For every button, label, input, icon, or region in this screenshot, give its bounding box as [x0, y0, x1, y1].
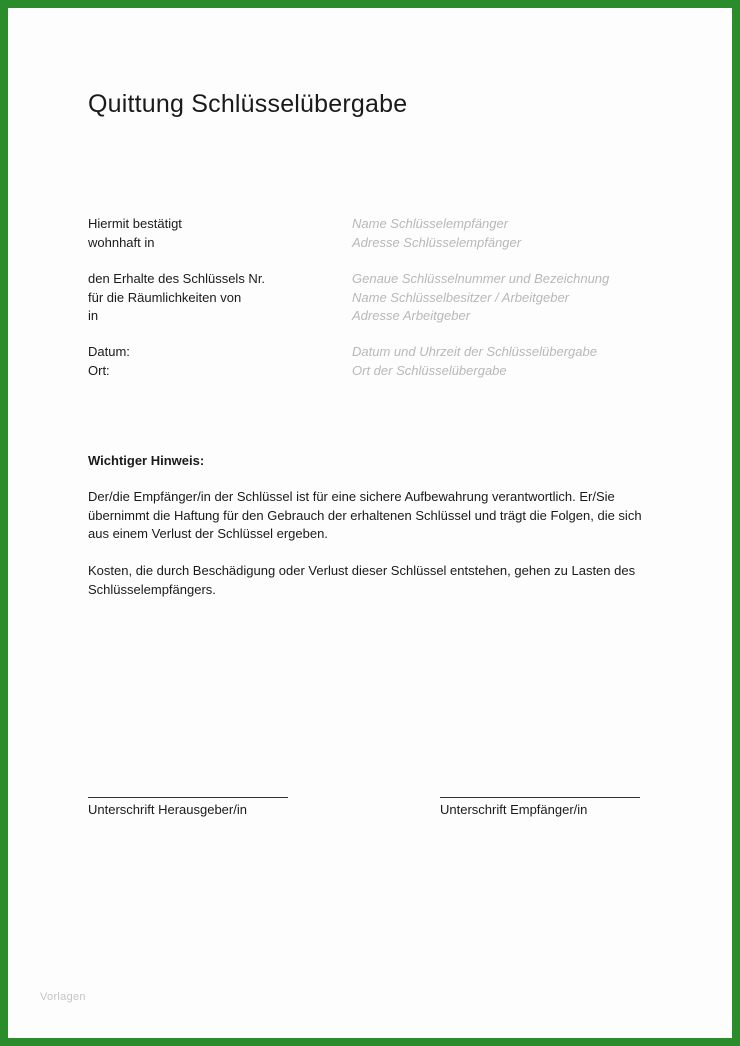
notice-paragraph-costs: Kosten, die durch Beschädigung oder Verlust dieser Schlüssel entstehen, gehen zu Lasten des Schlüsselempfängers.: [88, 563, 636, 597]
field-row-owner-name: [88, 289, 648, 307]
field-row-recipient-name: [88, 215, 648, 233]
field-value-placeholder[interactable]: Datum und Uhrzeit der Schlüsselübergabe: [352, 344, 597, 359]
signature-block-recipient: [440, 784, 650, 819]
field-value-placeholder[interactable]: Genaue Schlüsselnummer und Bezeichnung: [352, 271, 610, 286]
signature-block-issuer: [88, 784, 298, 819]
notice-heading: Wichtiger Hinweis:: [88, 453, 205, 468]
field-row-place: [88, 362, 648, 380]
signature-label: Unterschrift Empfänger/in: [440, 802, 588, 817]
field-label: in: [88, 308, 99, 323]
field-value-placeholder[interactable]: Name Schlüsselempfänger: [352, 216, 509, 231]
field-row-key-number: [88, 270, 648, 288]
field-row-recipient-address: [88, 234, 648, 252]
field-row-owner-address: [88, 307, 648, 325]
field-label: den Erhalte des Schlüssels Nr.: [88, 271, 266, 286]
field-label: Ort:: [88, 363, 110, 378]
signature-label: Unterschrift Herausgeber/in: [88, 802, 247, 817]
signature-line[interactable]: [440, 784, 640, 798]
field-value-placeholder[interactable]: Adresse Arbeitgeber: [352, 308, 471, 323]
field-value-placeholder[interactable]: Ort der Schlüsselübergabe: [352, 363, 507, 378]
signature-line[interactable]: [88, 784, 288, 798]
field-value-placeholder[interactable]: Name Schlüsselbesitzer / Arbeitgeber: [352, 290, 570, 305]
field-label: Datum:: [88, 344, 130, 359]
field-value-placeholder[interactable]: Adresse Schlüsselempfänger: [352, 235, 522, 250]
field-label: wohnhaft in: [88, 235, 155, 250]
document-page: [8, 8, 732, 1038]
field-label: für die Räumlichkeiten von: [88, 290, 242, 305]
field-label: Hiermit bestätigt: [88, 216, 182, 231]
document-title: Quittung Schlüsselübergabe: [88, 90, 408, 118]
field-row-date: [88, 343, 648, 361]
footer-watermark: Vorlagen: [40, 991, 86, 1003]
notice-paragraph-liability: Der/die Empfänger/in der Schlüssel ist für eine sichere Aufbewahrung verantwortlich. Er/Sie übernimmt die Haftung für den Gebrauch der erhaltenen Schlüssel und trägt die Folgen, die sich aus einem Verlust der Schlüssel ergeben.: [88, 489, 642, 541]
